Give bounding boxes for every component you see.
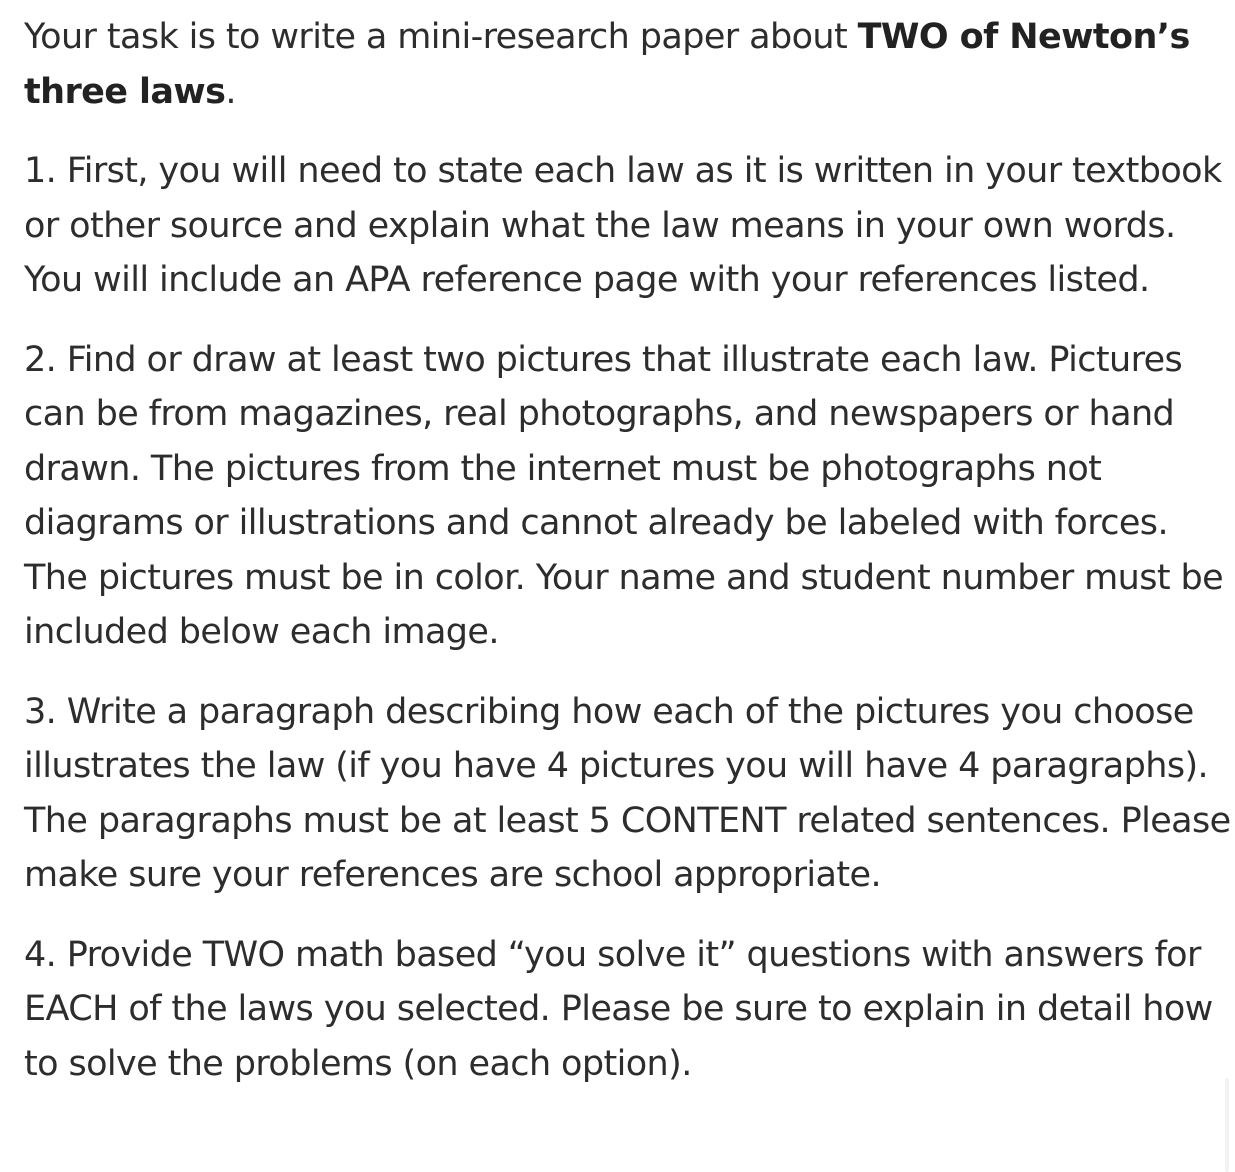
intro-tail: .	[225, 71, 236, 112]
intro-lead: Your task is to write a mini-research paper about	[24, 17, 858, 57]
instruction-step-3: 3. Write a paragraph describing how each of the pictures you choose illustrates the law (if you have 4 pictures you will have 4 paragraphs). The paragraphs must be at least 5 CONTENT related sentences. Please make sure your references are school appropriate.	[24, 691, 1231, 895]
scrollbar[interactable]	[1225, 1078, 1229, 1172]
instruction-step-2: 2. Find or draw at least two pictures that illustrate each law. Pictures can be from magazines, real photographs, and newspapers or hand drawn. The pictures from the internet must be photographs not diagrams or illustrations and cannot already be labeled with forces. The pictures must be in color. Your name and student number must be included below each image.	[24, 339, 1224, 652]
instruction-step-4: 4. Provide TWO math based “you solve it” questions with answers for EACH of the laws you selected. Please be sure to explain in detail how to solve the problems (on each option).	[24, 934, 1213, 1084]
assignment-instructions	[24, 10, 1235, 1116]
instruction-step-1: 1. First, you will need to state each law as it is written in your textbook or other source and explain what the law means in your own words. You will include an APA reference page with your references listed.	[24, 151, 1222, 300]
intro-paragraph	[24, 10, 1235, 119]
intro-bold: TWO of Newton’s three laws	[24, 17, 1190, 112]
